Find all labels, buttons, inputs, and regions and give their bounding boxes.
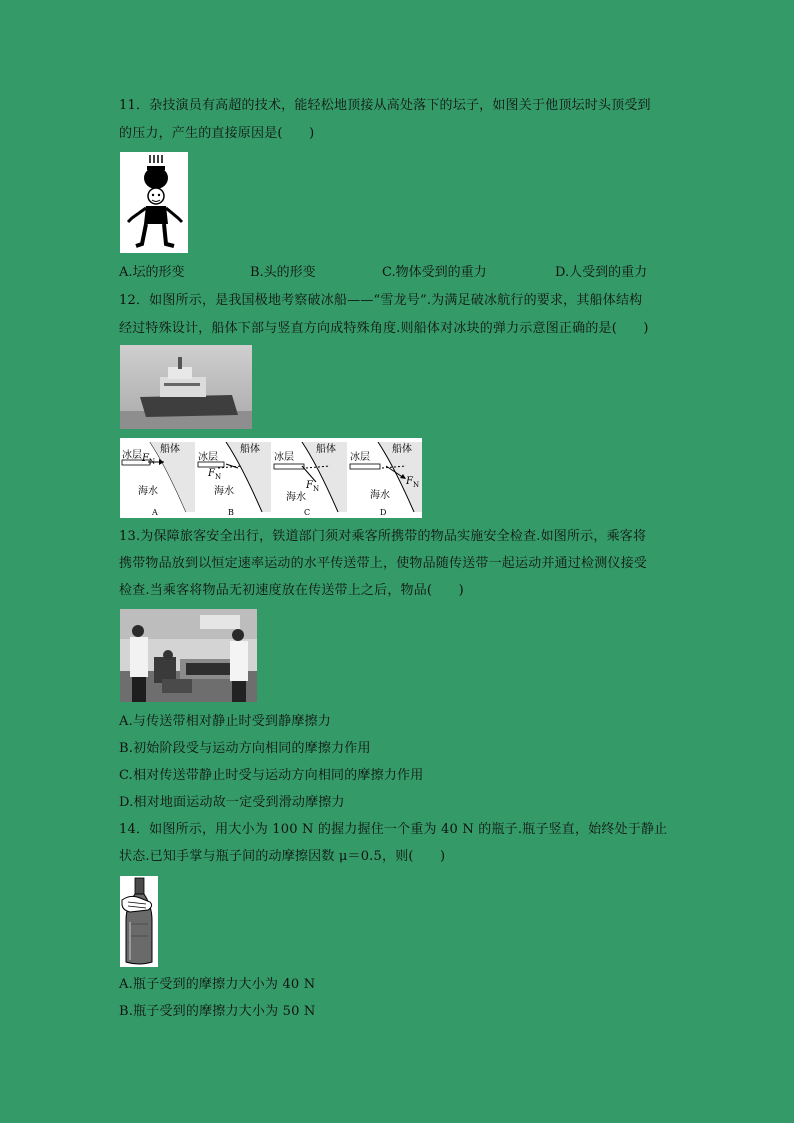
panel-a-sea-label: 海水: [138, 486, 158, 497]
panel-a-hull-label: 船体: [160, 444, 180, 455]
q14-stem-line-1: 14．如图所示，用大小为 100 N 的握力握住一个重为 40 N 的瓶子.瓶子竖直，始终处于静止: [119, 822, 668, 837]
q12-stem-line-2: 经过特殊设计，船体下部与竖直方向成特殊角度.则船体对冰块的弹力示意图正确的是( ): [119, 321, 649, 336]
panel-a-force-label: $F_N$: [142, 453, 156, 466]
q11-option-c[interactable]: C.物体受到的重力: [382, 265, 487, 280]
diagram-panel-a: [122, 442, 195, 517]
panel-d-hull-label: 船体: [392, 444, 412, 455]
panel-b-sea-label: 海水: [214, 486, 234, 497]
q13-stem-line-1: 13.为保障旅客安全出行，铁道部门须对乘客所携带的物品实施安全检查.如图所示，乘客将: [119, 529, 647, 544]
panel-c-ice-label: 冰层: [274, 452, 294, 463]
panel-c-sea-label: 海水: [286, 492, 306, 503]
force-subscript: N: [312, 485, 320, 493]
panel-c-force-label: $F_N$: [306, 480, 320, 493]
q14-option-b[interactable]: B.瓶子受到的摩擦力大小为 50 N: [119, 1004, 316, 1019]
panel-b-ice-label: 冰层: [198, 452, 218, 463]
q11-option-d[interactable]: D.人受到的重力: [555, 265, 648, 280]
panel-d-ice-label: 冰层: [350, 452, 370, 463]
diagram-panel-b: [198, 442, 271, 517]
q14-option-a[interactable]: A.瓶子受到的摩擦力大小为 40 N: [119, 977, 316, 992]
diagram-panel-c: [274, 442, 347, 517]
force-subscript: N: [148, 458, 156, 466]
q13-option-b[interactable]: B.初始阶段受与运动方向相同的摩擦力作用: [119, 741, 371, 756]
security-check-photo: [120, 609, 257, 702]
panel-d-force-label: $F_N$: [406, 476, 420, 489]
panel-b-force-label: $F_N$: [208, 468, 222, 481]
icebreaker-photo: [120, 345, 252, 429]
panel-a-ice-label: 冰层: [122, 450, 142, 461]
q13-stem-line-3: 检查.当乘客将物品无初速度放在传送带上之后，物品( ): [119, 583, 464, 598]
q13-stem-line-2: 携带物品放到以恒定速率运动的水平传送带上，使物品随传送带一起运动并通过检测仪接受: [119, 556, 648, 571]
q11-stem-line-2: 的压力，产生的直接原因是( ): [119, 126, 315, 141]
acrobat-figure: [120, 152, 188, 253]
force-subscript: N: [214, 473, 222, 481]
q13-option-a[interactable]: A.与传送带相对静止时受到静摩擦力: [119, 714, 331, 729]
panel-b-letter: B: [228, 508, 234, 517]
q13-option-c[interactable]: C.相对传送带静止时受与运动方向相同的摩擦力作用: [119, 768, 424, 783]
q11-option-a[interactable]: A.坛的形变: [119, 265, 185, 280]
panel-d-sea-label: 海水: [370, 490, 390, 501]
q11-stem-line-1: 11．杂技演员有高超的技术，能轻松地顶接从高处落下的坛子，如图关于他顶坛时头顶受到: [119, 98, 651, 113]
q11-option-b[interactable]: B.头的形变: [250, 265, 316, 280]
panel-a-letter: A: [152, 508, 158, 517]
panel-b-hull-label: 船体: [240, 444, 260, 455]
q14-stem-line-2: 状态.已知手掌与瓶子间的动摩擦因数 μ＝0.5，则( ): [119, 849, 446, 864]
diagram-panel-d: [350, 442, 422, 517]
panel-c-hull-label: 船体: [316, 444, 336, 455]
force-subscript: N: [412, 481, 420, 489]
q12-stem-line-1: 12．如图所示，是我国极地考察破冰船——“雪龙号”.为满足破冰航行的要求，其船体结构: [119, 293, 643, 308]
q13-option-d[interactable]: D.相对地面运动故一定受到滑动摩擦力: [119, 795, 345, 810]
panel-c-letter: C: [304, 508, 311, 517]
bottle-in-hand-figure: [120, 876, 158, 967]
ice-force-diagram: [120, 438, 422, 518]
panel-d-letter: D: [380, 508, 387, 517]
